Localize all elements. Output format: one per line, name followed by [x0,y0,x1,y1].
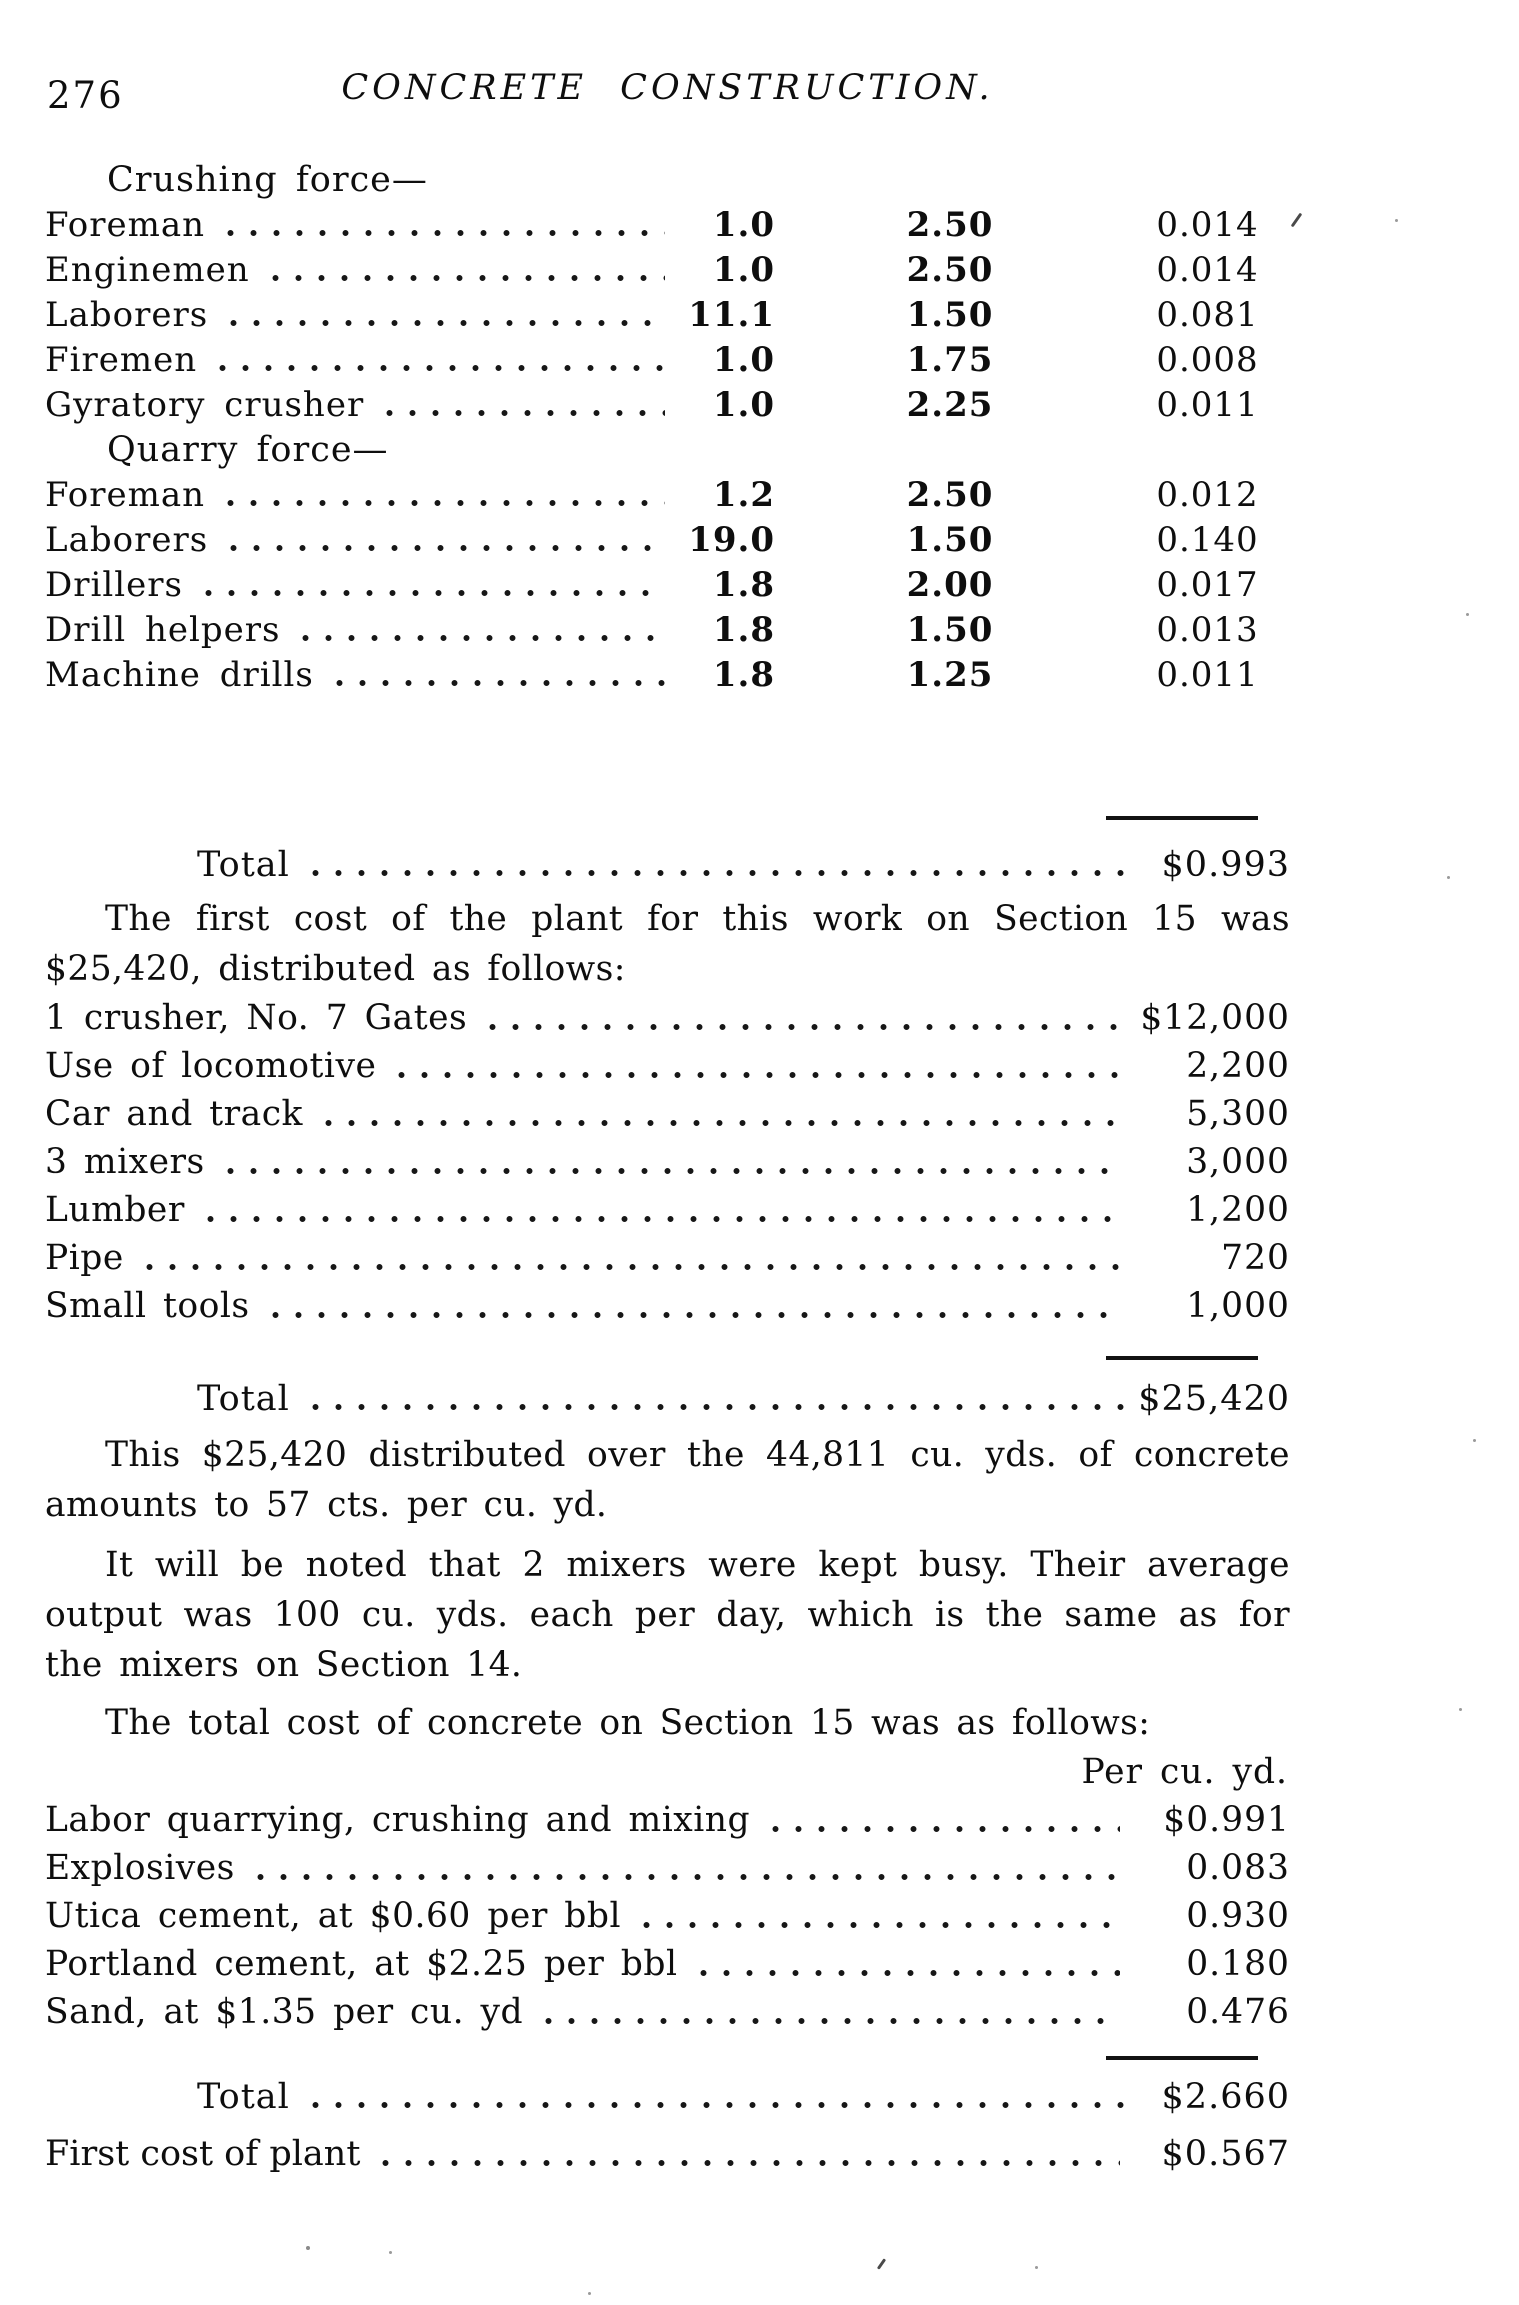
item-label: Portland cement, at $2.25 per bbl [45,1944,678,1984]
list-item [45,1186,1290,1234]
running-title: CONCRETE CONSTRUCTION. [341,68,994,108]
scan-speckle [588,2292,591,2295]
scan-speckle [1466,613,1469,616]
row-label: Laborers [45,520,209,560]
page-number: 276 [47,74,124,117]
dot-leader [300,842,1140,888]
row-label: Foreman [45,475,205,515]
row-label: Enginemen [45,250,250,290]
row-label: Foreman [45,205,205,245]
scan-speckle [877,2258,886,2270]
item-value: 0.180 [1186,1944,1290,1984]
dot-leader [134,1234,1120,1282]
dot-leader [477,994,1120,1042]
row-rate: 2.50 [906,205,994,245]
column-header-per-cu-yd: Per cu. yd. [1081,1752,1288,1792]
summation-rule [1106,2056,1258,2060]
item-value: 0.083 [1186,1848,1290,1888]
dot-leader [533,1988,1120,2036]
list-item [45,1796,1290,1844]
item-label: First cost of plant [45,2134,361,2174]
row-rate: 2.50 [906,475,994,515]
row-label: Drill helpers [45,610,281,650]
unit-cost-table [45,1748,1290,2178]
row-quantity: 1.8 [712,565,775,605]
scan-speckle [1459,1708,1462,1711]
table-row [45,338,1290,383]
row-quantity: 1.0 [712,205,775,245]
row-cost: 0.014 [1156,205,1259,245]
dot-leader [218,293,665,338]
row-rate: 1.50 [906,610,994,650]
dot-leader [300,2074,1140,2120]
item-value: $0.991 [1163,1800,1290,1840]
item-label: Car and track [45,1094,303,1134]
item-value: $0.567 [1161,2134,1290,2174]
total-value: $25,420 [1138,1379,1290,1419]
dot-leader [207,338,665,383]
page-header [45,60,1290,132]
plant-total-row [45,1376,1290,1422]
table-row [45,608,1290,653]
scan-speckle [1447,876,1450,879]
list-item [45,1892,1290,1940]
row-rate: 2.50 [906,250,994,290]
item-label: Sand, at $1.35 per cu. yd [45,1992,524,2032]
item-label: Labor quarrying, crushing and mixing [45,1800,751,1840]
table-row [45,293,1290,338]
row-cost: 0.013 [1156,610,1259,650]
scan-speckle [1473,1439,1476,1442]
total-label: Total [197,2077,290,2117]
table-row [45,473,1290,518]
scan-speckle [1035,2266,1038,2269]
row-quantity: 1.8 [712,655,775,695]
row-quantity: 1.0 [712,340,775,380]
row-cost: 0.140 [1156,520,1259,560]
dot-leader [313,1090,1120,1138]
table-row [45,563,1290,608]
table-row [45,518,1290,563]
dot-leader [260,1282,1120,1330]
paragraph-first-cost: The first cost of the plant for this work on Section 15 was $25,420, distributed as follows: [45,899,1290,989]
labor-total-row [45,842,1290,888]
list-item [45,994,1290,1042]
table-row [45,203,1290,248]
dot-leader [260,248,665,293]
section-heading-quarry-force: Quarry force— [107,430,389,470]
dot-leader [290,608,665,653]
dot-leader [631,1892,1120,1940]
paragraph-distribution: This $25,420 distributed over the 44,811 cu. yds. of concrete amounts to 57 cts. per cu. yd. [45,1435,1290,1525]
dot-leader [760,1796,1120,1844]
row-cost: 0.008 [1156,340,1259,380]
dot-leader [215,1138,1120,1186]
dot-leader [195,1186,1120,1234]
list-item [45,1090,1290,1138]
table-row [45,383,1290,428]
dot-leader [215,203,665,248]
row-label: Gyratory crusher [45,385,365,425]
total-label: Total [197,845,290,885]
row-cost: 0.011 [1156,655,1259,695]
row-rate: 1.25 [906,655,994,695]
total-label: Total [197,1379,290,1419]
item-label: Small tools [45,1286,250,1326]
paragraph-total-cost-intro: The total cost of concrete on Section 15 was as follows: [105,1703,1151,1743]
item-value: 2,200 [1186,1046,1290,1086]
row-cost: 0.014 [1156,250,1259,290]
list-item [45,1282,1290,1330]
list-item [45,1138,1290,1186]
row-quantity: 1.2 [712,475,775,515]
page-content [45,60,1290,2178]
dot-leader [688,1940,1121,1988]
total-value: $0.993 [1161,845,1290,885]
row-rate: 1.50 [906,295,994,335]
labor-cost-table [45,158,1290,888]
dot-leader [215,473,665,518]
dot-leader [374,383,665,428]
list-item [45,1940,1290,1988]
table-row [45,248,1290,293]
row-label: Firemen [45,340,198,380]
item-label: Explosives [45,1848,235,1888]
row-cost: 0.081 [1156,295,1259,335]
scan-speckle [1291,213,1303,228]
list-item [45,1844,1290,1892]
item-value: 720 [1221,1238,1290,1278]
dot-leader [218,518,665,563]
total-value: $2.660 [1161,2077,1290,2117]
row-quantity: 1.0 [712,385,775,425]
table-row [45,653,1290,698]
row-label: Drillers [45,565,183,605]
item-value: 1,200 [1186,1190,1290,1230]
item-value: 3,000 [1186,1142,1290,1182]
first-cost-row [45,2130,1290,2178]
dot-leader [386,1042,1120,1090]
plant-cost-table [45,994,1290,1422]
row-quantity: 19.0 [688,520,775,560]
scan-speckle [306,2246,310,2250]
list-item [45,1234,1290,1282]
dot-leader [245,1844,1120,1892]
row-cost: 0.017 [1156,565,1259,605]
item-value: 1,000 [1186,1286,1290,1326]
scan-speckle [389,2251,392,2254]
row-quantity: 1.8 [712,610,775,650]
row-quantity: 1.0 [712,250,775,290]
item-value: 0.476 [1186,1992,1290,2032]
paragraph-mixers: It will be noted that 2 mixers were kept busy. Their average output was 100 cu. yds. each per day, which is the same as for the mixers on Section 14. [45,1545,1290,1685]
row-cost: 0.012 [1156,475,1259,515]
item-label: Pipe [45,1238,124,1278]
row-rate: 1.75 [906,340,994,380]
dot-leader [300,1376,1138,1422]
item-value: 5,300 [1186,1094,1290,1134]
list-item [45,1042,1290,1090]
scan-speckle [1395,219,1398,222]
row-label: Machine drills [45,655,314,695]
row-cost: 0.011 [1156,385,1259,425]
item-label: 1 crusher, No. 7 Gates [45,998,468,1038]
item-value: 0.930 [1186,1896,1290,1936]
item-label: Use of locomotive [45,1046,377,1086]
dot-leader [370,2130,1120,2178]
list-item [45,1988,1290,2036]
unit-cost-total-row [45,2074,1290,2120]
item-value: $12,000 [1140,998,1290,1038]
item-label: Lumber [45,1190,185,1230]
row-rate: 1.50 [906,520,994,560]
item-label: Utica cement, at $0.60 per bbl [45,1896,622,1936]
dot-leader [193,563,665,608]
summation-rule [1106,816,1258,820]
row-rate: 2.00 [906,565,994,605]
row-label: Laborers [45,295,209,335]
dot-leader [324,653,665,698]
item-label: 3 mixers [45,1142,205,1182]
row-rate: 2.25 [906,385,994,425]
row-quantity: 11.1 [688,295,775,335]
summation-rule [1106,1356,1258,1360]
section-heading-crushing-force: Crushing force— [107,160,428,200]
